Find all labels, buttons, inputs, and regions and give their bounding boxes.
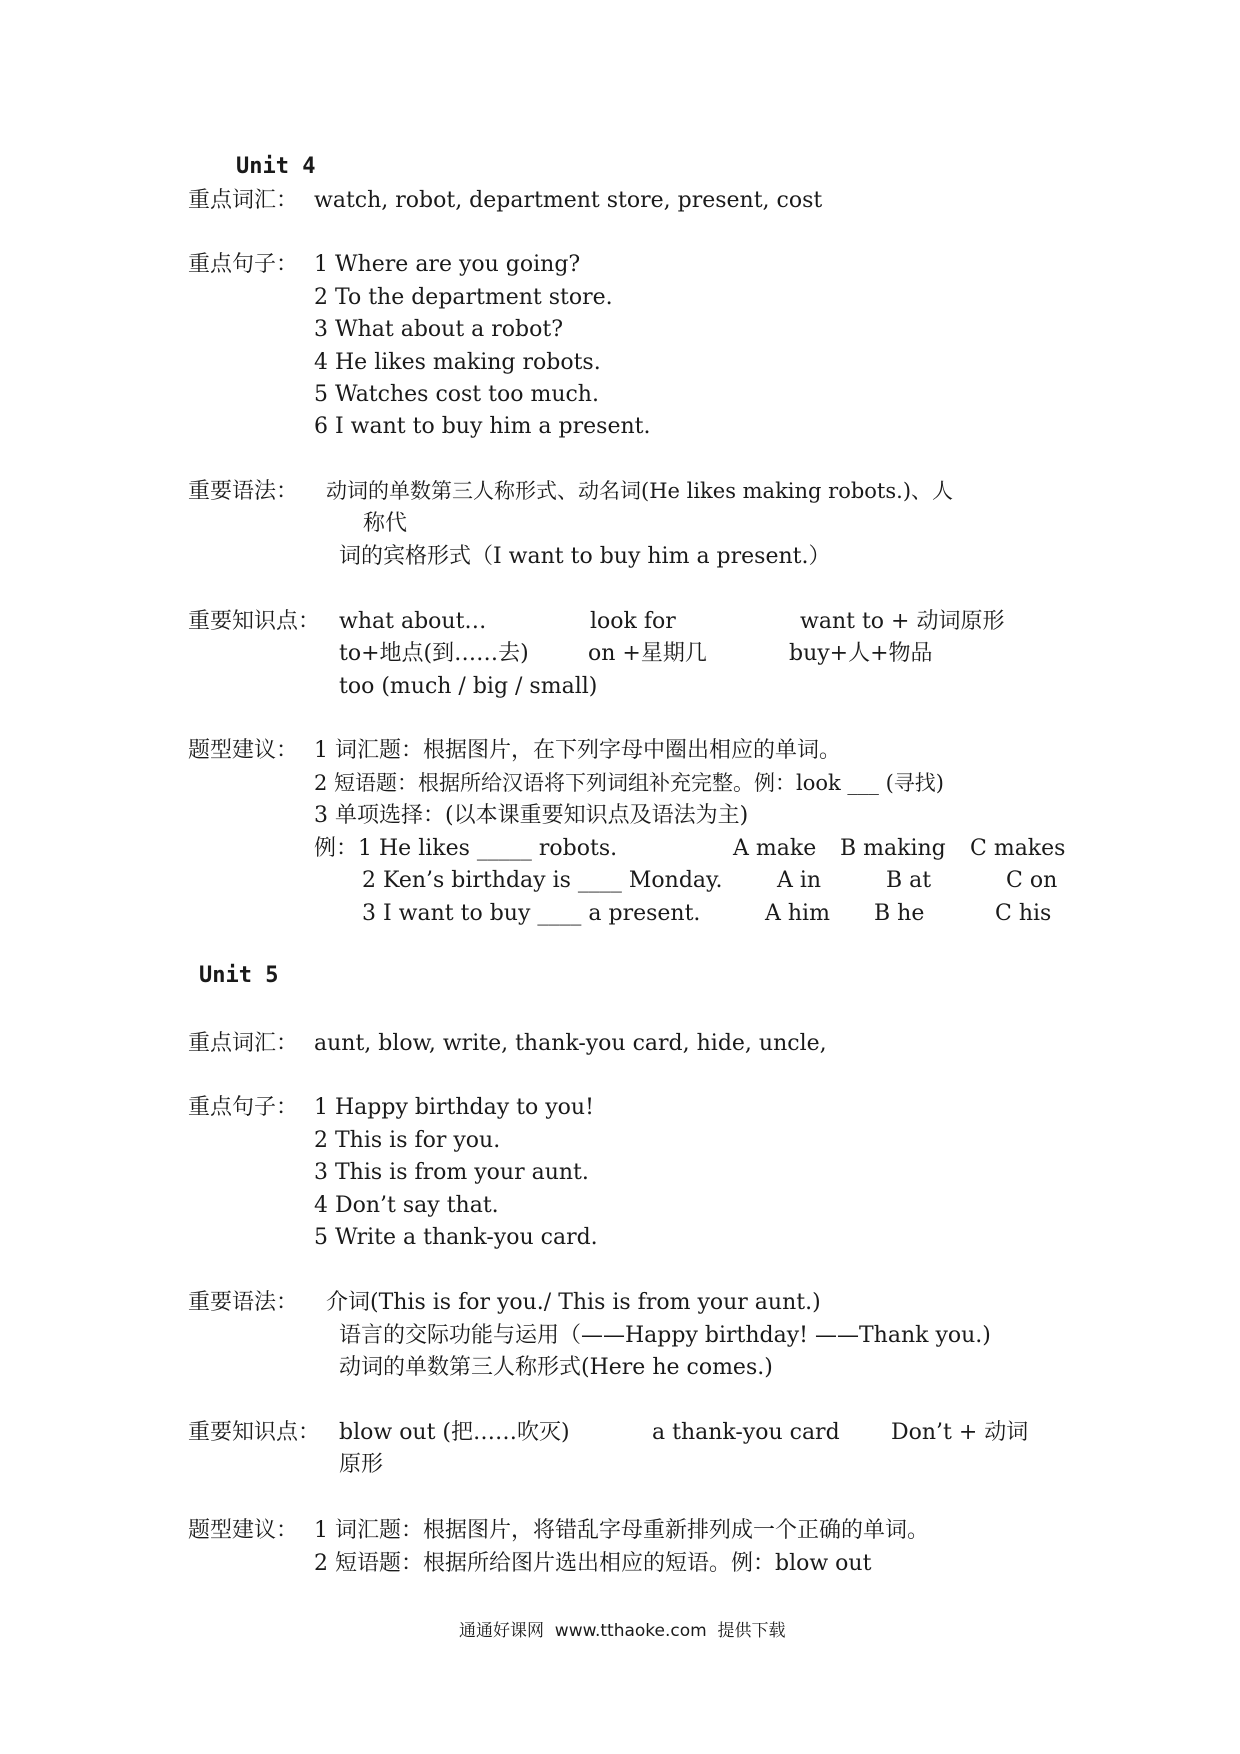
unit4-example-1-option-a: A make [733,836,817,861]
unit4-suggest-1: 1 词汇题：根据图片，在下列字母中圈出相应的单词。 [314,738,841,763]
unit5-sentence-1: 1 Happy birthday to you! [314,1095,594,1120]
unit5-suggest-2: 2 短语题：根据所给图片选出相应的短语。例：blow out [314,1551,872,1576]
unit4-grammar-line-1: 动词的单数第三人称形式、动名词(He likes making robots.)、人 [326,479,954,503]
unit4-sentences-label: 重点句子： [188,252,299,277]
unit4-example-2-option-a: A in [777,868,822,893]
unit5-grammar-line-3: 动词的单数第三人称形式(Here he comes.) [339,1355,773,1380]
unit4-points-label: 重要知识点： [188,609,321,634]
unit4-example-2-option-b: B at [886,868,932,893]
unit5-point: blow out (把……吹灭) [339,1420,570,1445]
unit4-sentence-2: 2 To the department store. [314,285,613,310]
unit5-sentence-5: 5 Write a thank-you card. [314,1225,598,1250]
unit4-point: buy+人+物品 [789,641,933,666]
unit5-point: 原形 [339,1452,384,1477]
unit4-example-3-option-b: B he [874,901,925,926]
unit4-example-1-option-b: B making [840,836,946,861]
unit4-sentence-4: 4 He likes making robots. [314,350,601,375]
unit5-points-label: 重要知识点： [188,1420,321,1445]
unit4-suggest-label: 题型建议： [188,738,299,763]
unit4-sentence-5: 5 Watches cost too much. [314,382,599,407]
unit4-sentence-3: 3 What about a robot? [314,317,564,342]
unit5-suggest-1: 1 词汇题：根据图片，将错乱字母重新排列成一个正确的单词。 [314,1518,929,1543]
unit5-sentence-4: 4 Don’t say that. [314,1193,499,1218]
unit4-grammar-label: 重要语法： [188,479,299,504]
unit5-grammar-line-2: 语言的交际功能与运用（——Happy birthday! ——Thank you.) [339,1323,991,1348]
unit4-example-2: 2 Ken’s birthday is ____ Monday. [362,868,723,893]
unit4-suggest-2: 2 短语题：根据所给汉语将下列词组补充完整。例：look ___ (寻找) [314,771,944,795]
unit4-example-3-option-a: A him [765,901,830,926]
unit5-suggest-label: 题型建议： [188,1518,299,1543]
unit4-example-1: 例：1 He likes _____ robots. [314,836,618,861]
unit4-vocab: watch, robot, department store, present, cost [314,188,823,213]
unit4-point: on +星期几 [588,641,707,666]
unit4-point: want to + 动词原形 [800,609,1005,634]
unit5-vocab-label: 重点词汇： [188,1031,299,1056]
unit4-title: Unit 4 [236,154,316,179]
unit5-point: Don’t + 动词 [891,1420,1029,1445]
unit5-sentence-3: 3 This is from your aunt. [314,1160,589,1185]
unit4-sentence-6: 6 I want to buy him a present. [314,414,651,439]
unit4-example-2-option-c: C on [1006,868,1058,893]
unit5-sentences-label: 重点句子： [188,1095,299,1120]
unit4-example-3: 3 I want to buy ____ a present. [362,901,701,926]
unit4-point: to+地点(到……去) [339,641,529,666]
unit4-point: look for [590,609,676,634]
unit5-title: Unit 5 [199,963,279,988]
unit5-vocab: aunt, blow, write, thank-you card, hide, uncle, [314,1031,827,1056]
unit4-vocab-label: 重点词汇： [188,188,299,213]
unit4-suggest-3: 3 单项选择：(以本课重要知识点及语法为主) [314,803,749,828]
unit4-grammar-line-2: 称代 [363,511,408,536]
unit5-point: a thank-you card [652,1420,840,1445]
unit5-grammar-label: 重要语法： [188,1290,299,1315]
unit4-point: too (much / big / small) [339,674,598,699]
unit4-grammar-line-3: 词的宾格形式（I want to buy him a present.） [339,544,831,569]
unit4-example-3-option-c: C his [995,901,1052,926]
unit5-grammar-line-1: 介词(This is for you./ This is from your aunt.) [326,1290,821,1315]
unit5-sentence-2: 2 This is for you. [314,1128,501,1153]
unit4-sentence-1: 1 Where are you going? [314,252,581,277]
unit4-point: what about… [339,609,487,634]
page-footer: 通通好课网 www.tthaoke.com 提供下载 [459,1621,786,1641]
unit4-example-1-option-c: C makes [970,836,1066,861]
